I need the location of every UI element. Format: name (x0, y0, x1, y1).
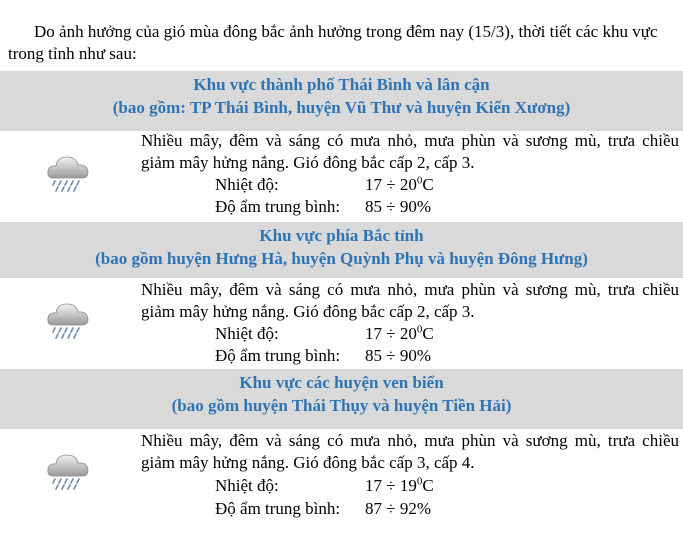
forecast-line: giảm mây hửng nắng. Gió đông bắc cấp 2, cấp 3. (141, 153, 475, 172)
region-subtitle: (bao gồm: TP Thái Bình, huyện Vũ Thư và huyện Kiến Xương) (112, 98, 571, 117)
temperature-label: Nhiệt độ: (215, 476, 279, 495)
region-title: Khu vực các huyện ven biển (239, 373, 444, 392)
intro-paragraph: Do ảnh hưởng của gió mùa đông bắc ảnh hưởng trong đêm nay (15/3), thời tiết các khu vực trong tỉnh như sau: (8, 22, 658, 63)
temperature-label: Nhiệt độ: (215, 324, 279, 343)
humidity-value: 85 ÷ 90% (365, 346, 431, 365)
temperature-label: Nhiệt độ: (215, 175, 279, 194)
temperature-value: $17 \div 19^0C$ (365, 475, 434, 495)
region-header (0, 369, 683, 429)
humidity-label: Độ ẩm trung bình: (215, 499, 341, 518)
region-title: Khu vực thành phố Thái Bình và lân cận (193, 75, 490, 94)
humidity-label: Độ ẩm trung bình: (215, 197, 341, 216)
temperature-value: $17 \div 20^0C$ (365, 174, 434, 194)
temperature-value: $17 \div 20^0C$ (365, 323, 434, 343)
humidity-label: Độ ẩm trung bình: (215, 346, 341, 365)
region-title: Khu vực phía Bắc tỉnh (259, 226, 424, 245)
region-header (0, 71, 683, 131)
humidity-value: 87 ÷ 92% (365, 499, 431, 518)
rain-cloud-icon (45, 448, 91, 494)
forecast-line: Nhiều mây, đêm và sáng có mưa nhỏ, mưa phùn và sương mù, trưa chiều (141, 280, 679, 299)
forecast-line: Nhiều mây, đêm và sáng có mưa nhỏ, mưa phùn và sương mù, trưa chiều (141, 131, 679, 150)
rain-cloud-icon (45, 150, 91, 196)
forecast-line: Nhiều mây, đêm và sáng có mưa nhỏ, mưa phùn và sương mù, trưa chiều (141, 431, 679, 450)
humidity-value: 85 ÷ 90% (365, 197, 431, 216)
rain-cloud-icon (45, 297, 91, 343)
forecast-line: giảm mây hửng nắng. Gió đông bắc cấp 2, cấp 3. (141, 302, 475, 321)
forecast-text (141, 130, 679, 174)
region-header (0, 222, 683, 278)
forecast-text (141, 279, 679, 323)
forecast-line: giảm mây hửng nắng. Gió đông bắc cấp 3, cấp 4. (141, 453, 475, 472)
region-subtitle: (bao gồm huyện Hưng Hà, huyện Quỳnh Phụ và huyện Đông Hưng) (95, 249, 588, 268)
region-subtitle: (bao gồm huyện Thái Thụy và huyện Tiền Hải) (171, 396, 512, 415)
forecast-text (141, 430, 679, 474)
